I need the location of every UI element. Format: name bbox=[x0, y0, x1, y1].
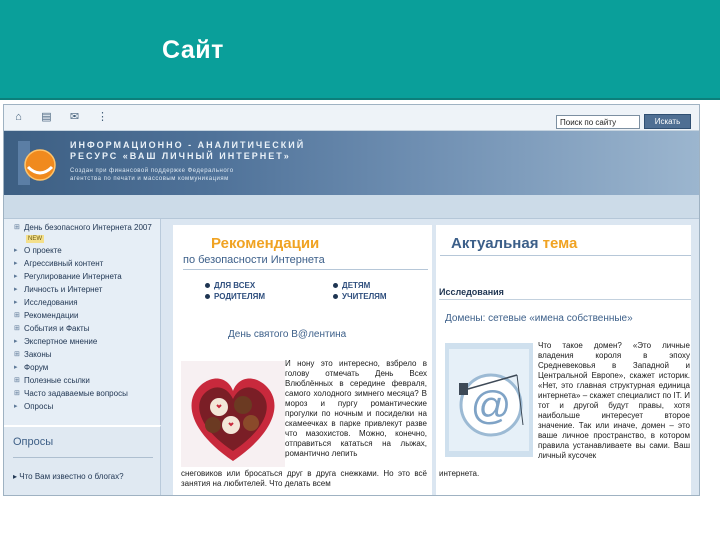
expand-icon: ⊞ bbox=[14, 325, 20, 332]
arrow-icon: ▸ bbox=[14, 273, 18, 280]
home-icon[interactable]: ⌂ bbox=[15, 111, 22, 123]
slide-title: Сайт bbox=[162, 36, 224, 64]
domains-article-title[interactable]: Домены: сетевые «имена собственные» bbox=[445, 313, 633, 324]
logo-orange-swirl-icon bbox=[18, 141, 62, 185]
expand-icon: ⊞ bbox=[14, 390, 20, 397]
sidebar-item-regulation[interactable]: ▸ Регулирование Интернета bbox=[14, 272, 122, 281]
sidebar-nav bbox=[4, 219, 161, 425]
arrow-icon: ▸ bbox=[14, 286, 18, 293]
sidebar-item-forum[interactable]: ▸ Форум bbox=[14, 363, 49, 372]
audience-all-link[interactable]: ДЛЯ ВСЕХ bbox=[205, 281, 255, 290]
mail-icon[interactable]: ✉ bbox=[69, 111, 80, 123]
arrow-icon: ▸ bbox=[14, 299, 18, 306]
banner-title: ИНФОРМАЦИОННО - АНАЛИТИЧЕСКИЙ РЕСУРС «ВАШ ЛИЧНЫЙ ИНТЕРНЕТ» bbox=[70, 140, 306, 161]
arrow-icon: ▸ bbox=[14, 247, 18, 254]
site-banner bbox=[4, 131, 700, 195]
new-badge: NEW bbox=[28, 236, 42, 242]
search-button[interactable]: Искать bbox=[644, 114, 691, 129]
arrow-icon: ▸ bbox=[14, 364, 18, 371]
arrow-icon: ▸ bbox=[14, 403, 18, 410]
sidebar-item-laws[interactable]: ⊞ Законы bbox=[14, 350, 52, 359]
heart-chocolate-box-image bbox=[181, 361, 285, 467]
decorative-strip bbox=[4, 195, 700, 219]
bullet-icon bbox=[333, 283, 338, 288]
sidebar-item-safer-internet-day[interactable]: ⊞ День безопасного Интернета 2007 NEW bbox=[14, 223, 152, 242]
valentine-article-title[interactable]: День святого В@лентина bbox=[228, 329, 347, 340]
audience-children-link[interactable]: ДЕТЯМ bbox=[333, 281, 370, 290]
domains-article-continued: интернета. bbox=[439, 469, 480, 478]
sidebar-item-personality[interactable]: ▸ Личность и Интернет bbox=[14, 285, 103, 294]
sidebar-item-polls[interactable]: ▸ Опросы bbox=[14, 402, 54, 411]
poll-question-link[interactable]: ▸ Что Вам известно о блогах? bbox=[13, 472, 124, 481]
valentine-article-text: И нону это интересно, взбрело в голову отмечать День Всех Влюблённых в середине февраля, самого холодного зимнего месяца? В мороз и пургу романтические прогулки по ночным и посиделки на скамеечках в парке привлекут разве что мазохистов. Можно, конечно, отправиться кататься на лыжах, романтично лепить bbox=[285, 359, 427, 458]
domains-article-text: Что такое домен? «Это личные владения короля в эпоху Средневековья в Западной и Центральной Европе», скажет историк. «Нет, это главная структурная единица интернета» – скажет специалист по IT. И тот и другой будут правы, хотя наибольше интересует второе значение. Так или иначе, домен – это ваше личное пространство, в котором правила устанавливаете вы сами. Ваш личный кусочек bbox=[538, 341, 690, 460]
sidebar-item-research[interactable]: ▸ Исследования bbox=[14, 298, 78, 307]
sidebar-item-about[interactable]: ▸ О проекте bbox=[14, 246, 62, 255]
search-input[interactable] bbox=[556, 115, 640, 129]
print-icon[interactable]: ▤ bbox=[41, 111, 52, 123]
recommendations-title: Рекомендации bbox=[211, 235, 320, 252]
expand-icon: ⊞ bbox=[14, 377, 20, 384]
website-screenshot bbox=[3, 104, 700, 496]
bullet-icon bbox=[205, 294, 210, 299]
bullet-icon bbox=[333, 294, 338, 299]
sidebar-item-expert-opinion[interactable]: ▸ Экспертное мнение bbox=[14, 337, 98, 346]
sitemap-icon[interactable]: ⋮ bbox=[97, 111, 108, 123]
actual-topic-title: Актуальная тема bbox=[451, 235, 578, 252]
main-content bbox=[161, 219, 700, 496]
audience-teachers-link[interactable]: УЧИТЕЛЯМ bbox=[333, 292, 387, 301]
content-panel bbox=[173, 225, 691, 496]
expand-icon: ⊞ bbox=[14, 224, 20, 231]
divider bbox=[440, 255, 691, 256]
recommendations-subtitle: по безопасности Интернета bbox=[183, 254, 325, 266]
at-sign-image bbox=[445, 343, 533, 457]
polls-title: Опросы bbox=[13, 436, 54, 448]
valentine-article-continued: снеговиков или бросаться друг в друга снежками. Но это всё занятия на любителей. Что делать всем bbox=[181, 469, 427, 488]
sidebar-item-aggressive-content[interactable]: ▸ Агрессивный контент bbox=[14, 259, 104, 268]
top-toolbar bbox=[4, 105, 700, 131]
arrow-icon: ▸ bbox=[14, 338, 18, 345]
expand-icon: ⊞ bbox=[14, 312, 20, 319]
audience-parents-link[interactable]: РОДИТЕЛЯМ bbox=[205, 292, 265, 301]
banner-subtitle: Создан при финансовой поддержке Федерального агентства по печати и массовым коммуникациям bbox=[70, 168, 234, 182]
polls-box bbox=[4, 425, 161, 496]
sidebar-item-recommendations[interactable]: ⊞ Рекомендации bbox=[14, 311, 79, 320]
svg-text:@: @ bbox=[470, 384, 512, 428]
research-heading: Исследования bbox=[439, 287, 504, 297]
column-separator bbox=[432, 225, 436, 496]
sidebar-item-faq[interactable]: ⊞ Часто задаваемые вопросы bbox=[14, 389, 128, 398]
slide-header bbox=[0, 0, 720, 100]
divider bbox=[13, 457, 153, 458]
divider bbox=[183, 269, 428, 270]
bullet-icon bbox=[205, 283, 210, 288]
sidebar-item-events[interactable]: ⊞ События и Факты bbox=[14, 324, 90, 333]
arrow-icon: ▸ bbox=[14, 260, 18, 267]
sidebar-item-links[interactable]: ⊞ Полезные ссылки bbox=[14, 376, 90, 385]
expand-icon: ⊞ bbox=[14, 351, 20, 358]
divider bbox=[439, 299, 691, 300]
